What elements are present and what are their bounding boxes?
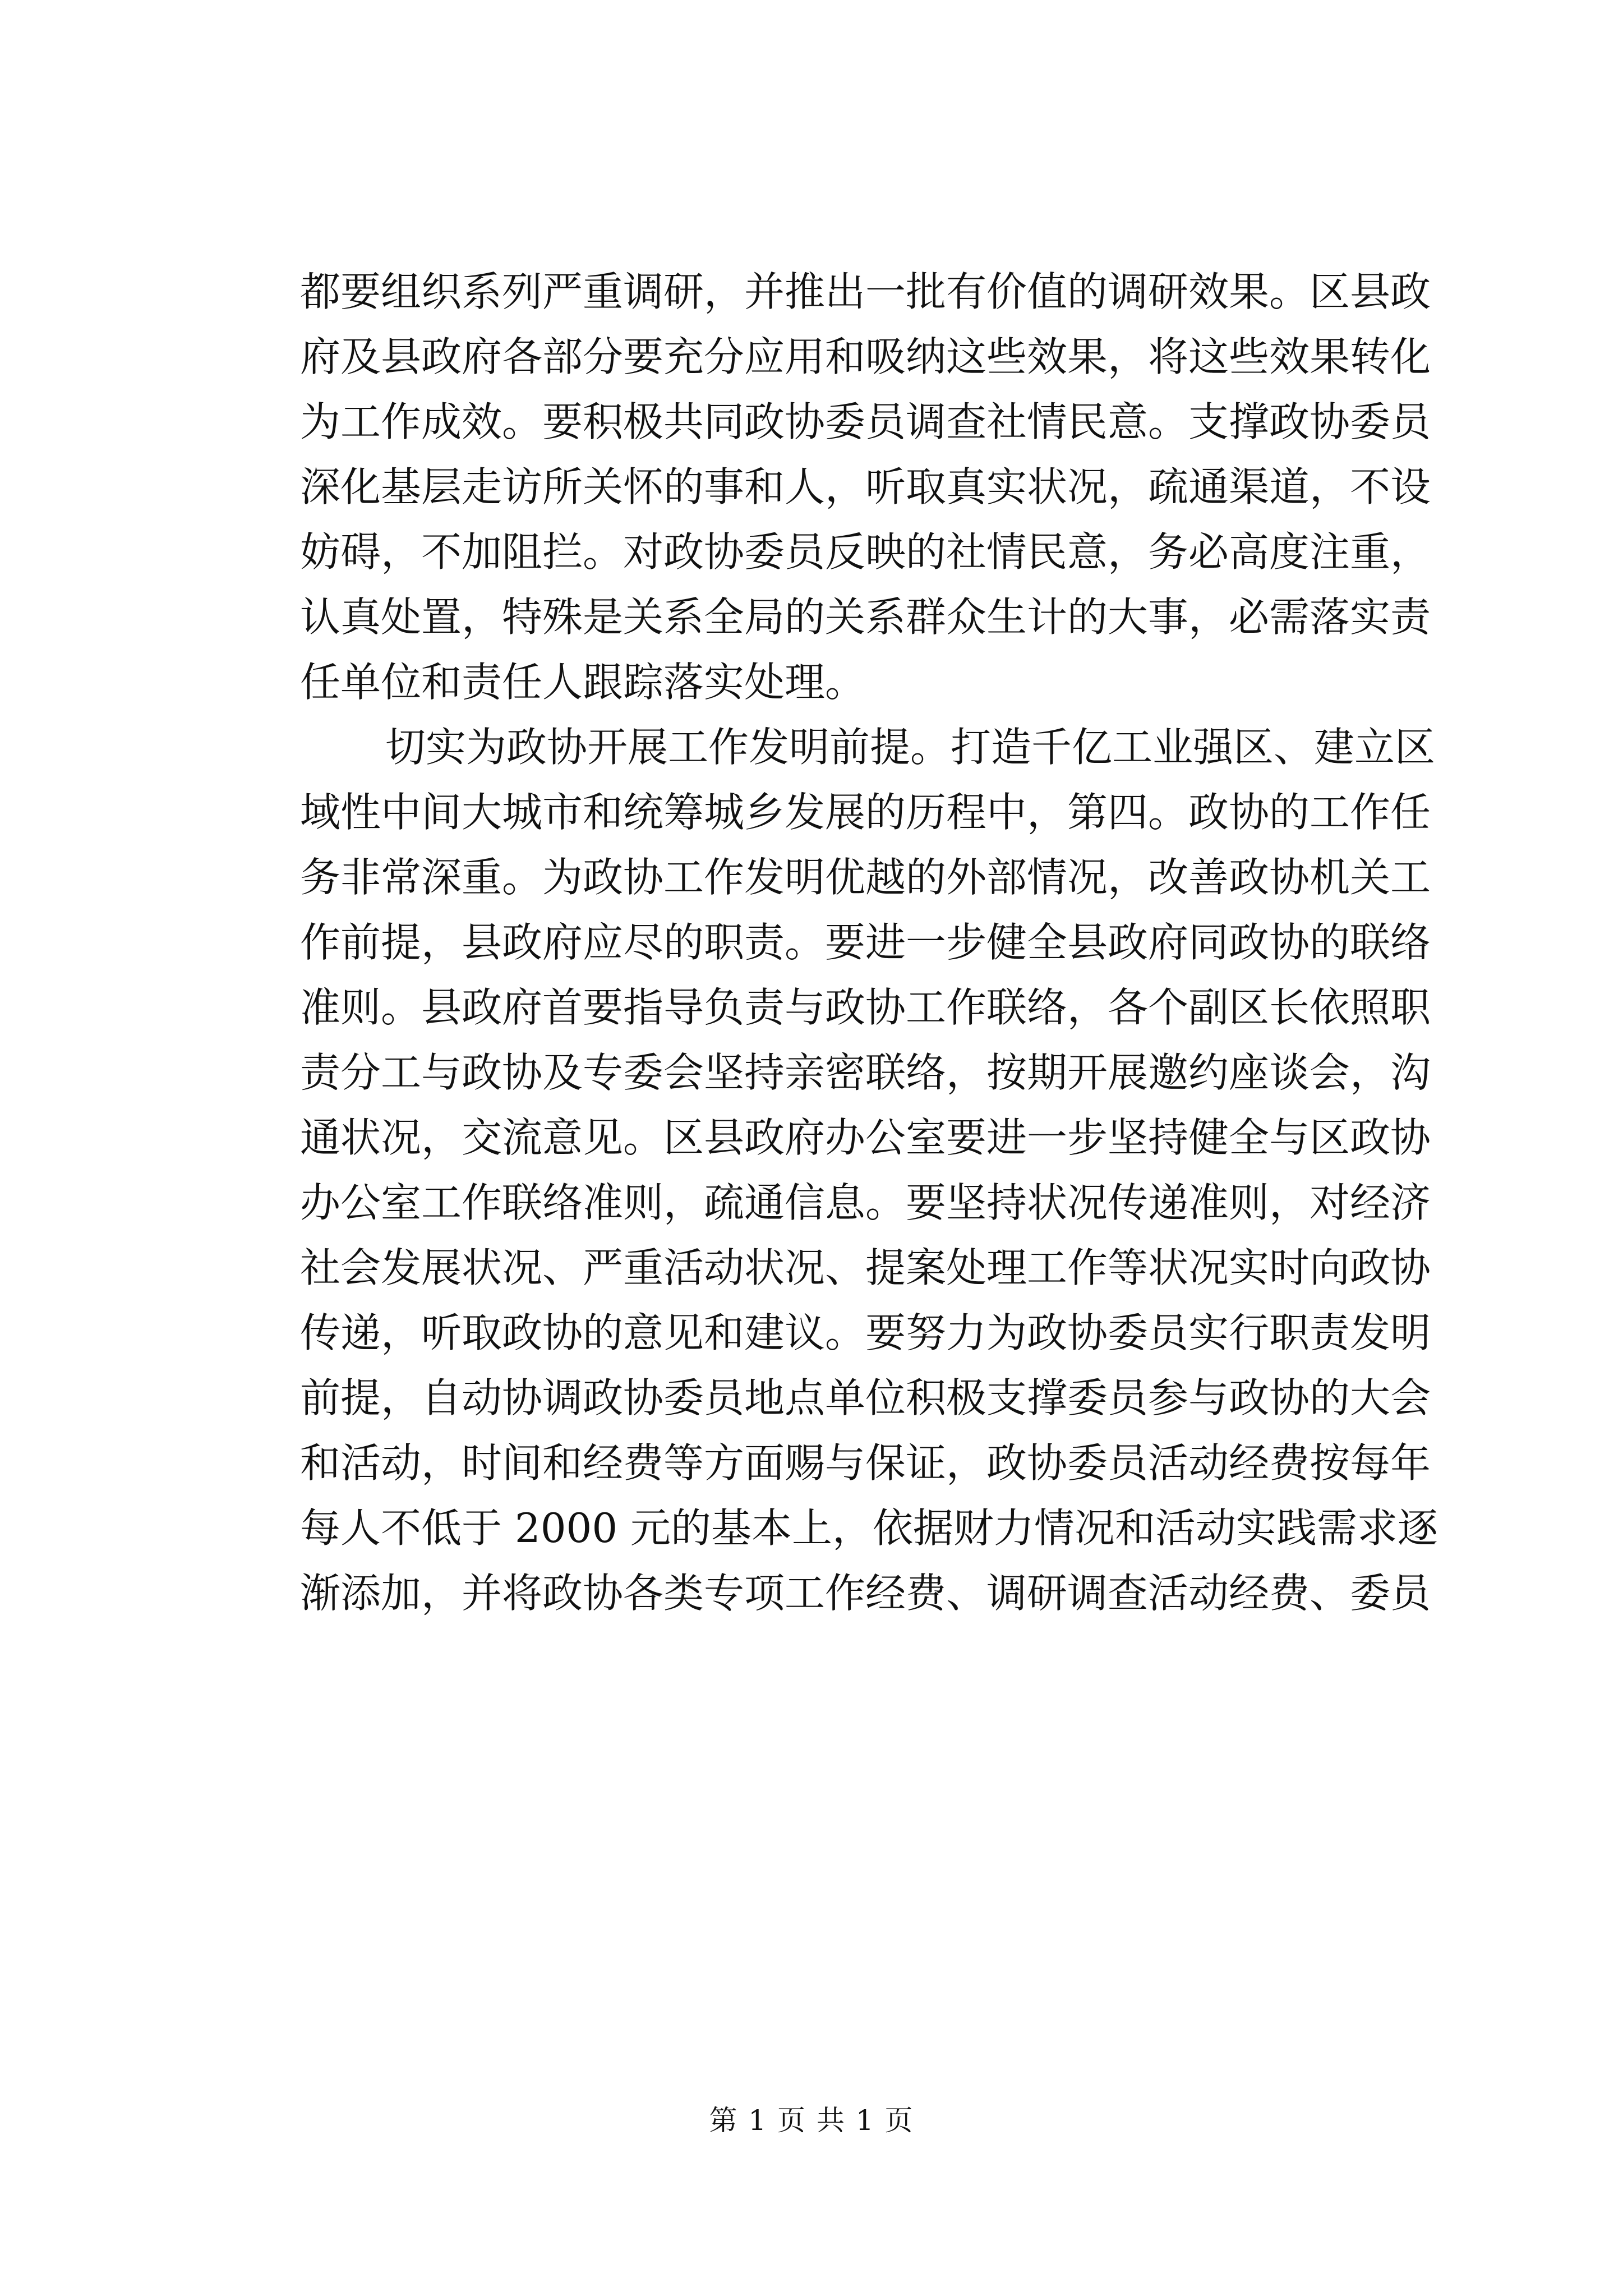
text-line: 任单位和责任人跟踪落实处理。 — [300, 659, 866, 706]
text-line: 前提，自动协调政协委员地点单位积极支撑委员参与政协的大会 — [300, 1374, 1431, 1421]
text-line: 府及县政府各部分要充分应用和吸纳这些效果，将这些效果转化 — [300, 333, 1431, 380]
text-line: 认真处置，特殊是关系全局的关系群众生计的大事，必需落实责 — [300, 593, 1431, 641]
text-line: 传递，听取政协的意见和建议。要努力为政协委员实行职责发明 — [300, 1309, 1431, 1356]
text-line: 作前提，县政府应尽的职责。要进一步健全县政府同政协的联络 — [300, 919, 1431, 966]
paragraph — [300, 259, 1431, 715]
text-line: 为工作成效。要积极共同政协委员调查社情民意。支撑政协委员 — [300, 398, 1431, 445]
paragraph — [300, 715, 1438, 1626]
text-line: 社会发展状况、严重活动状况、提案处理工作等状况实时向政协 — [300, 1244, 1431, 1291]
text-line: 务非常深重。为政协工作发明优越的外部情况，改善政协机关工 — [300, 854, 1431, 901]
text-line: 准则。县政府首要指导负责与政协工作联络，各个副区长依照职 — [300, 984, 1431, 1031]
page-footer — [0, 2101, 1623, 2140]
text-line: 深化基层走访所关怀的事和人，听取真实状况，疏通渠道，不设 — [300, 463, 1431, 510]
text-line: 通状况，交流意见。区县政府办公室要进一步坚持健全与区政协 — [300, 1114, 1431, 1161]
text-line: 和活动，时间和经费等方面赐与保证，政协委员活动经费按每年 — [300, 1439, 1431, 1487]
text-line: 域性中间大城市和统筹城乡发展的历程中，第四。政协的工作任 — [300, 789, 1431, 836]
text-line: 都要组织系列严重调研，并推出一批有价值的调研效果。区县政 — [300, 268, 1431, 315]
text-line: 渐添加，并将政协各类专项工作经费、调研调查活动经费、委员 — [300, 1570, 1431, 1617]
text-line: 办公室工作联络准则，疏通信息。要坚持状况传递准则，对经济 — [300, 1179, 1431, 1226]
text-line: 每人不低于 2000 元的基本上，依据财力情况和活动实践需求逐 — [300, 1504, 1438, 1552]
text-line: 责分工与政协及专委会坚持亲密联络，按期开展邀约座谈会，沟 — [300, 1049, 1431, 1096]
text-line: 切实为政协开展工作发明前提。打造千亿工业强区、建立区 — [385, 724, 1436, 771]
text-line: 妨碍，不加阻拦。对政协委员反映的社情民意，务必高度注重， — [300, 528, 1431, 576]
page-number-label: 第 1 页 共 1 页 — [709, 2104, 914, 2137]
document-body — [300, 259, 1438, 1626]
